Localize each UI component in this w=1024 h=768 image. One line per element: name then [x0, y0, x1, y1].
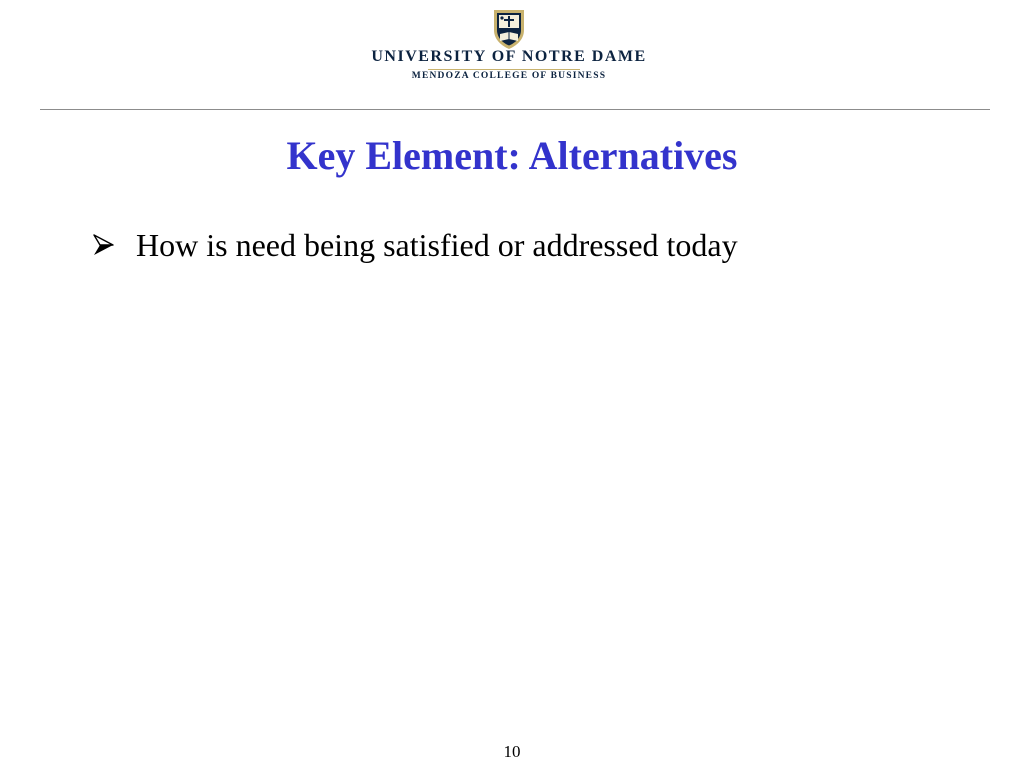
college-name: MENDOZA COLLEGE OF BUSINESS [411, 71, 607, 81]
header [0, 0, 1024, 110]
slide-title: Key Element: Alternatives [286, 133, 738, 178]
university-name: UNIVERSITY OF NOTRE DAME [371, 48, 647, 65]
bullet-text: How is need being satisfied or addressed today [136, 227, 738, 263]
arrowhead-bullet-icon [92, 234, 114, 256]
college-rule [428, 69, 580, 70]
notre-dame-crest-icon [492, 8, 526, 50]
page-number: 10 [503, 742, 521, 761]
bullet-list [92, 222, 992, 268]
bullet-item [92, 222, 992, 268]
header-divider [40, 109, 990, 110]
